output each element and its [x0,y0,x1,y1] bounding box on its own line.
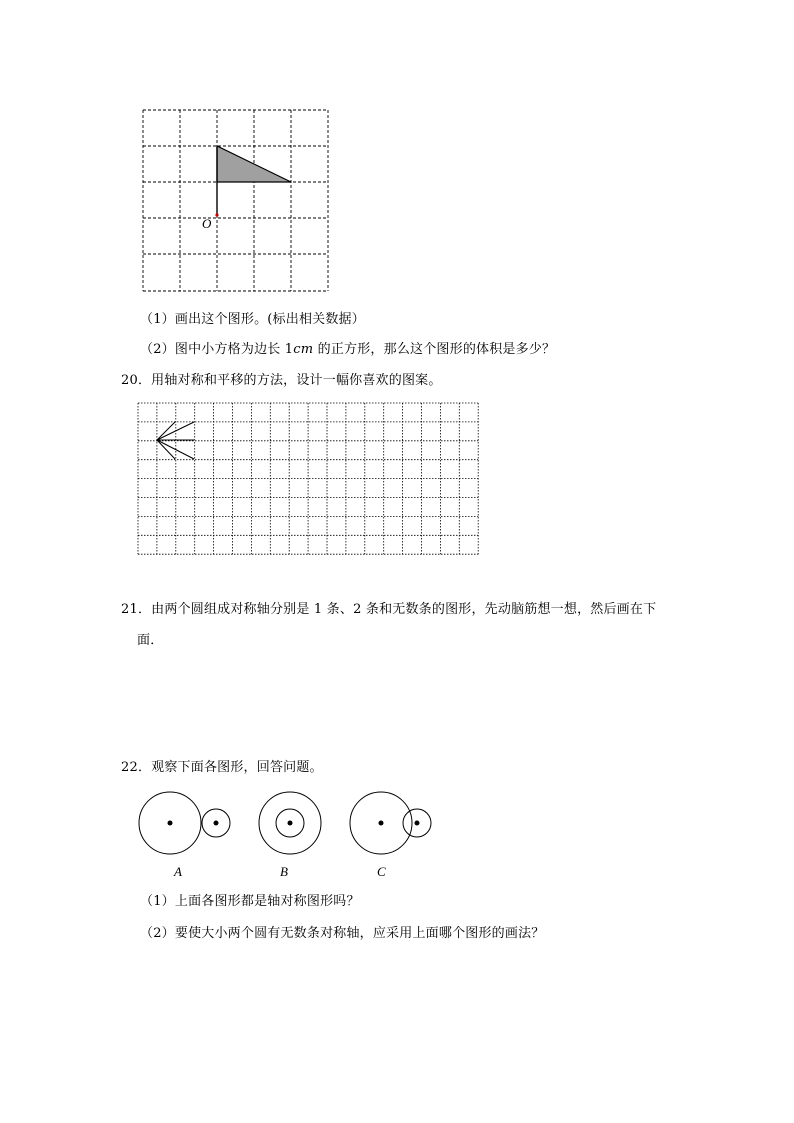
q19-sub2 [140,342,555,358]
q20-prompt: 20．用轴对称和平移的方法，设计一幅你喜欢的图案。 [121,373,442,388]
q21-prompt-cont: 面． [137,633,164,648]
figure-a-large-center [168,821,173,826]
figure-c-label: C [377,864,386,879]
q19-sub2-pre: （2）图中小方格为边长 1 [140,342,294,357]
q21-prompt: 21．由两个圆组成对称轴分别是 1 条、2 条和无数条的图形，先动脑筋想一想，然后画在下 [121,602,657,617]
q22-sub1: （1）上面各图形都是轴对称图形吗？ [140,894,360,909]
figure-b-label: B [280,864,288,879]
flag-grid [143,110,328,291]
q22-sub2: （2）要使大小两个圆有无数条对称轴，应采用上面哪个图形的画法？ [140,926,545,941]
origin-label: O [202,216,212,231]
figure-c-small-center [415,821,420,826]
design-grid-figure [137,402,482,557]
q22-prompt: 22．观察下面各图形，回答问题。 [121,760,323,775]
figure-c-large-center [379,821,384,826]
q19-sub2-post: 的正方形，那么这个图形的体积是多少？ [313,342,556,357]
circles-figure [137,790,457,860]
figure-a-small-center [214,821,219,826]
origin-point [215,213,218,216]
flag-grid-figure [140,108,340,268]
q19-sub2-unit: cm [293,342,314,357]
figure-a-label: A [174,864,182,879]
q19-sub1: （1）画出这个图形。(标出相关数据） [140,312,365,327]
figure-b-center [288,821,293,826]
design-grid [138,403,478,554]
